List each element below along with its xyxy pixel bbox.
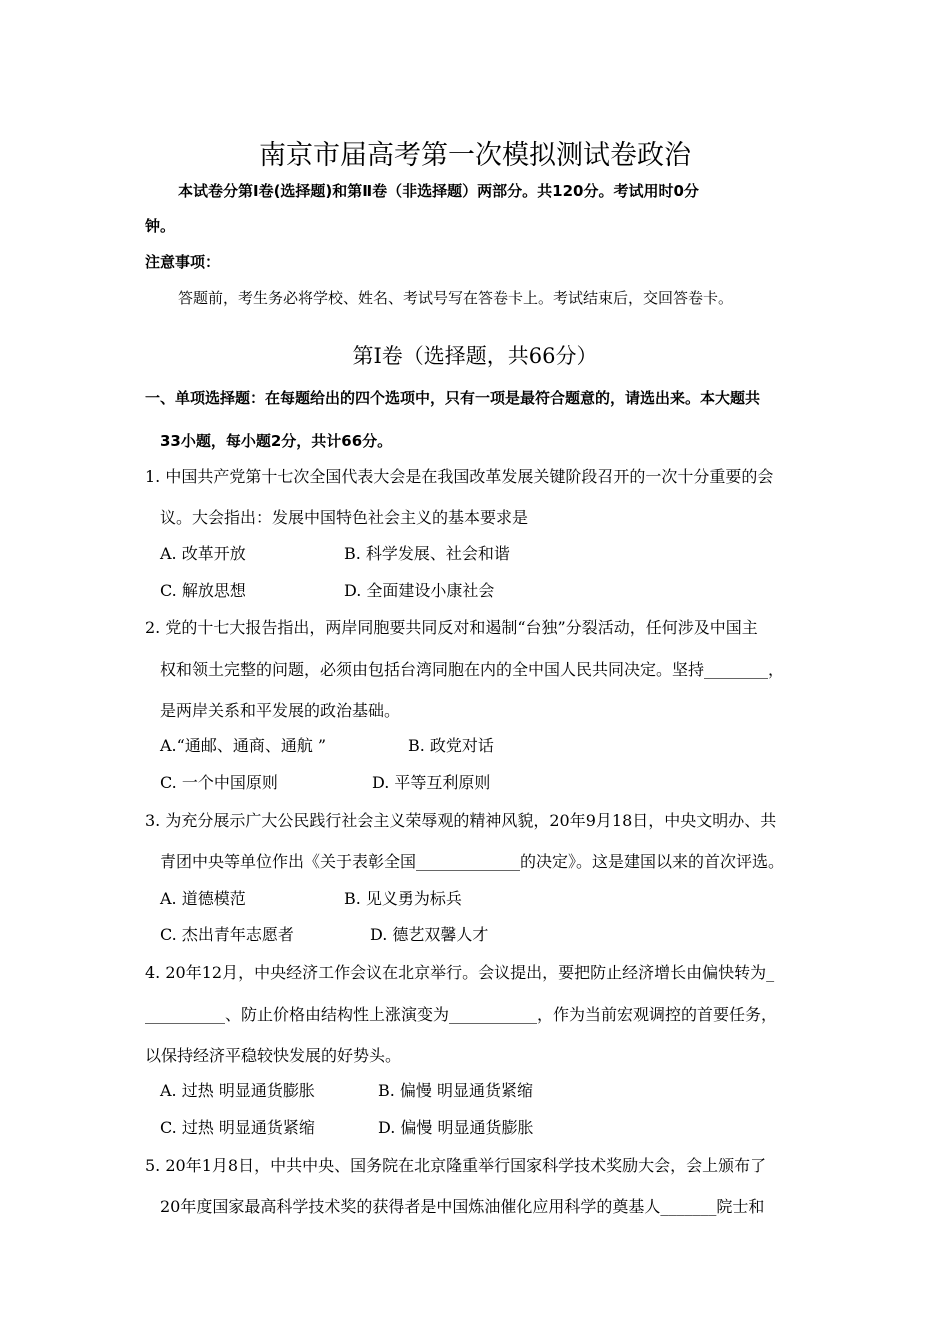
- question-4-option-d: D. 偏慢 明显通货膨胀: [378, 1118, 534, 1137]
- intro-line-2: 钟。: [145, 217, 176, 235]
- question-4-line-3: 以保持经济平稳较快发展的好势头。: [145, 1046, 402, 1065]
- question-1-option-d: D. 全面建设小康社会: [344, 581, 495, 600]
- question-5-line-1: 5. 20年1月8日，中共中央、国务院在北京隆重举行国家科学技术奖励大会，会上颁布了: [145, 1156, 767, 1175]
- section-instruction-line-1: [145, 387, 760, 408]
- question-1-option-b: B. 科学发展、社会和谐: [344, 544, 510, 563]
- question-2-line-2: 权和领土完整的问题，必须由包括台湾同胞在内的全中国人民共同决定。坚持________，: [160, 660, 785, 679]
- question-2-option-a: A.“通邮、通商、通航 ”: [160, 736, 327, 755]
- question-2-line-3: 是两岸关系和平发展的政治基础。: [160, 701, 401, 720]
- question-3-option-a: A. 道德模范: [160, 889, 246, 908]
- notice-heading: 注意事项：: [145, 253, 221, 271]
- question-3-option-b: B. 见义勇为标兵: [344, 889, 462, 908]
- question-3-line-1: 3. 为充分展示广大公民践行社会主义荣辱观的精神风貌，20年9月18日，中央文明办、共: [145, 811, 777, 830]
- notice-text: 答题前，考生务必将学校、姓名、考试号写在答卷卡上。考试结束后，交回答卷卡。: [178, 289, 734, 307]
- question-1-line-2: 议。大会指出：发展中国特色社会主义的基本要求是: [160, 508, 529, 527]
- question-2-option-d: D. 平等互利原则: [372, 773, 491, 792]
- section-instruction-text: 在每题给出的四个选项中，只有一项是最符合题意的，请选出来。本大题共: [265, 389, 761, 407]
- question-3-option-c: C. 杰出青年志愿者: [160, 925, 294, 944]
- question-3-line-2: 青团中央等单位作出《关于表彰全国_____________的决定》。这是建国以来的首次评选。: [160, 852, 785, 871]
- question-4-option-c: C. 过热 明显通货紧缩: [160, 1118, 315, 1137]
- section-instruction-label: 一、单项选择题：: [145, 389, 266, 407]
- question-1-option-a: A. 改革开放: [160, 544, 246, 563]
- question-1-line-1: 1. 中国共产党第十七次全国代表大会是在我国改革发展关键阶段召开的一次十分重要的会: [145, 467, 774, 486]
- question-2-line-1: 2. 党的十七大报告指出，两岸同胞要共同反对和遏制“台独”分裂活动，任何涉及中国主: [145, 618, 758, 637]
- intro-line-1: 本试卷分第Ⅰ卷(选择题)和第Ⅱ卷（非选择题）两部分。共120分。考试用时0分: [178, 182, 699, 200]
- section-title: 第Ⅰ卷（选择题，共66分）: [352, 344, 598, 368]
- question-4-line-2: __________、防止价格由结构性上涨演变为___________，作为当前宏观调控的首要任务，: [145, 1005, 778, 1024]
- question-2-option-c: C. 一个中国原则: [160, 773, 278, 792]
- question-3-option-d: D. 德艺双馨人才: [370, 925, 489, 944]
- document-title: 南京市届高考第一次模拟测试卷政治: [259, 140, 691, 171]
- question-4-option-b: B. 偏慢 明显通货紧缩: [378, 1081, 534, 1100]
- question-1-option-c: C. 解放思想: [160, 581, 246, 600]
- question-5-line-2: 20年度国家最高科学技术奖的获得者是中国炼油催化应用科学的奠基人_______院士和: [160, 1197, 765, 1216]
- section-instruction-line-2: 33小题，每小题2分，共计66分。: [160, 432, 393, 450]
- question-4-option-a: A. 过热 明显通货膨胀: [160, 1081, 315, 1100]
- question-2-option-b: B. 政党对话: [408, 736, 494, 755]
- question-4-line-1: 4. 20年12月，中央经济工作会议在北京举行。会议提出，要把防止经济增长由偏快转为_: [145, 963, 775, 982]
